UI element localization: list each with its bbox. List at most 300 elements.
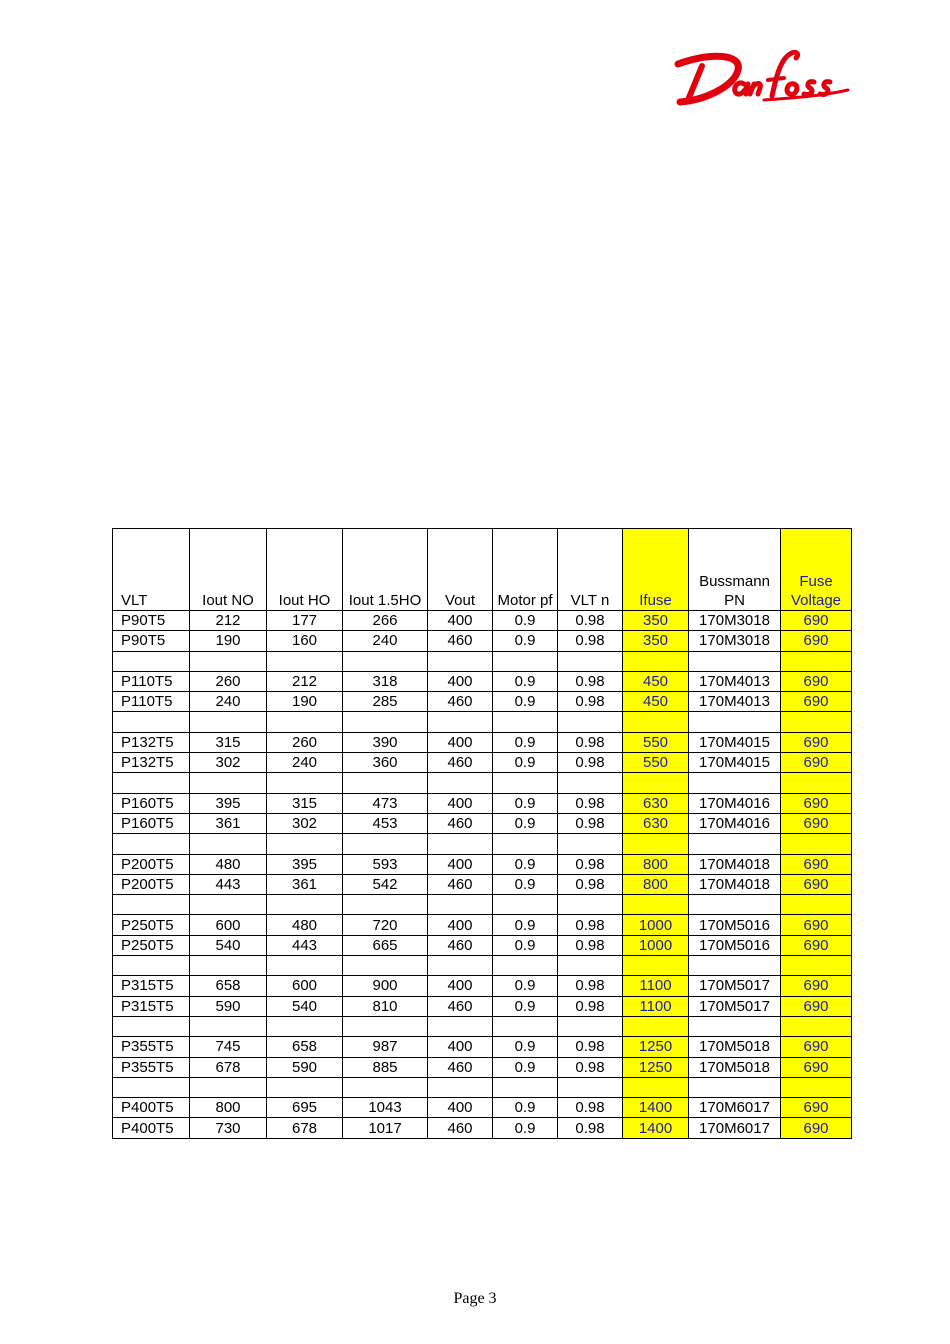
table-cell xyxy=(493,651,558,671)
table-cell xyxy=(428,1016,493,1036)
table-cell xyxy=(558,773,623,793)
table-cell: 800 xyxy=(623,874,689,894)
page-number: Page 3 xyxy=(453,1290,497,1307)
table-cell: 0.98 xyxy=(558,692,623,712)
table-cell: 1100 xyxy=(623,996,689,1016)
table-cell: 443 xyxy=(267,935,343,955)
table-cell: 0.9 xyxy=(493,732,558,752)
table-cell: 190 xyxy=(267,692,343,712)
table-cell: 473 xyxy=(343,793,428,813)
table-cell xyxy=(343,651,428,671)
table-cell: 690 xyxy=(781,611,852,631)
table-cell: 170M4013 xyxy=(689,671,781,691)
table-cell: 260 xyxy=(190,671,267,691)
table-cell: 1400 xyxy=(623,1098,689,1118)
table-cell xyxy=(493,834,558,854)
table-cell: 170M4013 xyxy=(689,692,781,712)
spacer-row xyxy=(113,1077,852,1097)
table-cell: 170M5016 xyxy=(689,915,781,935)
table-cell xyxy=(558,1016,623,1036)
table-cell xyxy=(781,773,852,793)
table-cell: 987 xyxy=(343,1037,428,1057)
spacer-row xyxy=(113,1016,852,1036)
table-cell: P132T5 xyxy=(113,753,190,773)
table-cell: 480 xyxy=(267,915,343,935)
table-cell: 0.98 xyxy=(558,753,623,773)
header-cell: Iout HO xyxy=(267,529,343,611)
table-cell xyxy=(428,712,493,732)
table-cell: 453 xyxy=(343,813,428,833)
table-cell: P400T5 xyxy=(113,1098,190,1118)
table-cell: 0.98 xyxy=(558,976,623,996)
table-cell xyxy=(190,1077,267,1097)
table-cell xyxy=(190,895,267,915)
table-cell xyxy=(113,712,190,732)
table-cell xyxy=(428,956,493,976)
table-cell: 800 xyxy=(190,1098,267,1118)
table-cell: 480 xyxy=(190,854,267,874)
table-cell: 302 xyxy=(267,813,343,833)
table-cell: 690 xyxy=(781,915,852,935)
table-cell: 361 xyxy=(267,874,343,894)
table-cell xyxy=(190,712,267,732)
table-cell: 400 xyxy=(428,1098,493,1118)
spacer-row xyxy=(113,651,852,671)
table-row xyxy=(113,935,852,955)
table-cell: 170M4016 xyxy=(689,813,781,833)
spacer-row xyxy=(113,773,852,793)
table-row xyxy=(113,1098,852,1118)
table-cell xyxy=(623,1077,689,1097)
table-cell: 630 xyxy=(623,793,689,813)
table-row xyxy=(113,915,852,935)
table-cell: 350 xyxy=(623,631,689,651)
table-cell xyxy=(623,651,689,671)
table-row xyxy=(113,692,852,712)
table-cell: P132T5 xyxy=(113,732,190,752)
table-row xyxy=(113,753,852,773)
table-row xyxy=(113,874,852,894)
table-cell xyxy=(558,712,623,732)
table-cell: 0.98 xyxy=(558,915,623,935)
table-cell xyxy=(113,956,190,976)
table-cell: 0.9 xyxy=(493,611,558,631)
table-cell: 0.9 xyxy=(493,1098,558,1118)
fuse-table xyxy=(112,528,852,1139)
table-cell: 170M4015 xyxy=(689,753,781,773)
table-cell: 170M5018 xyxy=(689,1037,781,1057)
header-cell: Bussmann PN xyxy=(689,529,781,611)
table-cell: 170M5018 xyxy=(689,1057,781,1077)
table-cell: 690 xyxy=(781,1118,852,1138)
table-cell: 240 xyxy=(267,753,343,773)
table-cell xyxy=(623,1016,689,1036)
table-cell: 0.98 xyxy=(558,1037,623,1057)
table-cell xyxy=(190,956,267,976)
table-cell: 177 xyxy=(267,611,343,631)
table-cell: 318 xyxy=(343,671,428,691)
table-cell: 160 xyxy=(267,631,343,651)
table-cell xyxy=(623,895,689,915)
table-cell: P315T5 xyxy=(113,996,190,1016)
table-cell xyxy=(558,956,623,976)
table-row xyxy=(113,1037,852,1057)
table-cell: P90T5 xyxy=(113,631,190,651)
table-cell xyxy=(558,651,623,671)
table-cell: 460 xyxy=(428,996,493,1016)
header-cell: VLT n xyxy=(558,529,623,611)
table-cell: 1000 xyxy=(623,915,689,935)
table-cell xyxy=(343,1016,428,1036)
table-cell: 170M4018 xyxy=(689,874,781,894)
table-cell xyxy=(428,773,493,793)
table-cell: 1000 xyxy=(623,935,689,955)
table-cell: 0.98 xyxy=(558,611,623,631)
table-cell xyxy=(689,651,781,671)
header-cell: Iout 1.5HO xyxy=(343,529,428,611)
table-cell: 658 xyxy=(190,976,267,996)
table-cell: 1250 xyxy=(623,1037,689,1057)
table-cell: P355T5 xyxy=(113,1037,190,1057)
table-row xyxy=(113,854,852,874)
table-cell: 690 xyxy=(781,753,852,773)
table-cell xyxy=(781,651,852,671)
table-cell: 0.98 xyxy=(558,793,623,813)
table-cell: 350 xyxy=(623,611,689,631)
table-cell: 400 xyxy=(428,1037,493,1057)
table-cell: 665 xyxy=(343,935,428,955)
table-cell: 720 xyxy=(343,915,428,935)
header-cell: Iout NO xyxy=(190,529,267,611)
table-cell: 695 xyxy=(267,1098,343,1118)
table-cell: 0.9 xyxy=(493,671,558,691)
table-cell: 170M6017 xyxy=(689,1118,781,1138)
danfoss-logo xyxy=(672,44,854,108)
table-cell: 542 xyxy=(343,874,428,894)
table-cell xyxy=(343,1077,428,1097)
table-cell: 1017 xyxy=(343,1118,428,1138)
table-cell xyxy=(781,956,852,976)
table-cell: 170M5017 xyxy=(689,976,781,996)
table-cell xyxy=(267,1077,343,1097)
table-cell: 400 xyxy=(428,732,493,752)
table-cell: 593 xyxy=(343,854,428,874)
table-cell: 460 xyxy=(428,874,493,894)
table-cell: 810 xyxy=(343,996,428,1016)
table-cell: 0.98 xyxy=(558,935,623,955)
table-cell: 0.9 xyxy=(493,996,558,1016)
table-cell: 0.9 xyxy=(493,753,558,773)
spacer-row xyxy=(113,712,852,732)
table-cell xyxy=(113,834,190,854)
table-cell xyxy=(113,773,190,793)
table-row xyxy=(113,1118,852,1138)
table-cell: 460 xyxy=(428,753,493,773)
table-cell: 315 xyxy=(190,732,267,752)
table-cell: 0.98 xyxy=(558,1057,623,1077)
table-row xyxy=(113,1057,852,1077)
table-cell: 400 xyxy=(428,793,493,813)
table-cell: 460 xyxy=(428,813,493,833)
table-cell: 190 xyxy=(190,631,267,651)
table-cell: 240 xyxy=(190,692,267,712)
table-cell: 360 xyxy=(343,753,428,773)
table-cell: 260 xyxy=(267,732,343,752)
table-cell: 690 xyxy=(781,631,852,651)
table-cell: 0.98 xyxy=(558,854,623,874)
table-cell xyxy=(558,895,623,915)
table-cell: 745 xyxy=(190,1037,267,1057)
table-cell: 690 xyxy=(781,1037,852,1057)
table-cell: P250T5 xyxy=(113,935,190,955)
table-cell xyxy=(689,1016,781,1036)
header-cell: Vout xyxy=(428,529,493,611)
table-cell xyxy=(343,956,428,976)
table-cell: 730 xyxy=(190,1118,267,1138)
table-cell: 460 xyxy=(428,1057,493,1077)
table-cell xyxy=(267,956,343,976)
table-cell xyxy=(558,834,623,854)
table-cell: 170M5017 xyxy=(689,996,781,1016)
table-cell: 690 xyxy=(781,692,852,712)
table-row xyxy=(113,671,852,691)
table-cell: 678 xyxy=(267,1118,343,1138)
table-cell xyxy=(343,834,428,854)
table-cell xyxy=(428,895,493,915)
table-cell: 900 xyxy=(343,976,428,996)
table-cell xyxy=(428,1077,493,1097)
table-cell: P200T5 xyxy=(113,854,190,874)
table-cell: 690 xyxy=(781,813,852,833)
table-cell xyxy=(689,773,781,793)
spacer-row xyxy=(113,834,852,854)
table-cell: 690 xyxy=(781,1057,852,1077)
header-cell: Motor pf xyxy=(493,529,558,611)
table-cell xyxy=(190,834,267,854)
table-cell: 1043 xyxy=(343,1098,428,1118)
table-cell xyxy=(689,956,781,976)
table-cell: 0.9 xyxy=(493,854,558,874)
table-cell: 285 xyxy=(343,692,428,712)
table-cell: 0.9 xyxy=(493,813,558,833)
table-cell: 690 xyxy=(781,935,852,955)
table-cell xyxy=(689,712,781,732)
table-cell: 540 xyxy=(267,996,343,1016)
table-cell: 450 xyxy=(623,671,689,691)
header-row xyxy=(113,529,852,611)
table-cell xyxy=(623,712,689,732)
table-cell: 443 xyxy=(190,874,267,894)
table-row xyxy=(113,732,852,752)
table-cell: 170M4016 xyxy=(689,793,781,813)
table-cell xyxy=(267,895,343,915)
table-cell: P250T5 xyxy=(113,915,190,935)
table-cell xyxy=(343,773,428,793)
table-cell xyxy=(781,1016,852,1036)
table-cell xyxy=(267,1016,343,1036)
table-cell xyxy=(190,651,267,671)
table-cell: P110T5 xyxy=(113,671,190,691)
table-cell: 315 xyxy=(267,793,343,813)
table-cell: 170M3018 xyxy=(689,631,781,651)
table-cell xyxy=(267,834,343,854)
table-cell: 361 xyxy=(190,813,267,833)
table-cell: 170M3018 xyxy=(689,611,781,631)
table-cell: 0.9 xyxy=(493,1057,558,1077)
table-cell xyxy=(781,712,852,732)
table-cell: 0.9 xyxy=(493,935,558,955)
table-cell: P110T5 xyxy=(113,692,190,712)
table-cell: 0.9 xyxy=(493,1037,558,1057)
table-cell: 600 xyxy=(190,915,267,935)
table-cell: 170M6017 xyxy=(689,1098,781,1118)
table-cell xyxy=(190,773,267,793)
header-cell: Fuse Voltage xyxy=(781,529,852,611)
table-cell: 690 xyxy=(781,854,852,874)
table-cell: 0.98 xyxy=(558,1098,623,1118)
table-row xyxy=(113,976,852,996)
table-cell: 690 xyxy=(781,976,852,996)
table-cell: 1400 xyxy=(623,1118,689,1138)
table-cell: 600 xyxy=(267,976,343,996)
table-cell: 395 xyxy=(267,854,343,874)
table-row xyxy=(113,996,852,1016)
table-cell: 400 xyxy=(428,611,493,631)
table-cell xyxy=(113,651,190,671)
table-cell: 400 xyxy=(428,976,493,996)
table-cell: 302 xyxy=(190,753,267,773)
table-cell: 460 xyxy=(428,631,493,651)
spacer-row xyxy=(113,895,852,915)
table-row xyxy=(113,813,852,833)
table-cell: 400 xyxy=(428,915,493,935)
table-cell xyxy=(267,773,343,793)
header-cell: Ifuse xyxy=(623,529,689,611)
table-cell: 550 xyxy=(623,753,689,773)
table-cell: 0.98 xyxy=(558,813,623,833)
table-cell: 690 xyxy=(781,732,852,752)
table-cell: P200T5 xyxy=(113,874,190,894)
table-cell: P160T5 xyxy=(113,813,190,833)
header-cell: VLT xyxy=(113,529,190,611)
table-cell xyxy=(343,895,428,915)
table-cell: 690 xyxy=(781,1098,852,1118)
table-cell: P355T5 xyxy=(113,1057,190,1077)
table-cell: 460 xyxy=(428,692,493,712)
table-cell xyxy=(267,712,343,732)
table-cell xyxy=(428,834,493,854)
spacer-row xyxy=(113,956,852,976)
table-cell xyxy=(781,834,852,854)
table-cell: 690 xyxy=(781,874,852,894)
table-cell xyxy=(267,651,343,671)
table-cell xyxy=(113,895,190,915)
table-cell: 0.98 xyxy=(558,1118,623,1138)
table-cell: 0.9 xyxy=(493,692,558,712)
table-cell: 590 xyxy=(190,996,267,1016)
table-cell: 590 xyxy=(267,1057,343,1077)
table-cell xyxy=(493,773,558,793)
table-cell xyxy=(190,1016,267,1036)
table-cell: P400T5 xyxy=(113,1118,190,1138)
table-cell: 0.9 xyxy=(493,1118,558,1138)
table-cell: 630 xyxy=(623,813,689,833)
table-cell: 885 xyxy=(343,1057,428,1077)
table-cell: 460 xyxy=(428,935,493,955)
table-cell xyxy=(493,895,558,915)
table-cell: 0.9 xyxy=(493,631,558,651)
table-cell: 0.9 xyxy=(493,793,558,813)
table-cell: 170M5016 xyxy=(689,935,781,955)
table-cell: 658 xyxy=(267,1037,343,1057)
table-row xyxy=(113,793,852,813)
table-cell: P315T5 xyxy=(113,976,190,996)
table-cell xyxy=(558,1077,623,1097)
table-cell: 0.9 xyxy=(493,874,558,894)
table-cell: 390 xyxy=(343,732,428,752)
table-cell xyxy=(689,1077,781,1097)
table-cell: 690 xyxy=(781,996,852,1016)
table-cell xyxy=(623,773,689,793)
table-cell: 0.9 xyxy=(493,915,558,935)
table-cell: 400 xyxy=(428,671,493,691)
table-cell: 690 xyxy=(781,793,852,813)
table-cell: P160T5 xyxy=(113,793,190,813)
table-cell xyxy=(113,1077,190,1097)
table-cell: 450 xyxy=(623,692,689,712)
table-cell: 0.9 xyxy=(493,976,558,996)
table-cell xyxy=(781,1077,852,1097)
table-cell: 0.98 xyxy=(558,874,623,894)
table-cell: 690 xyxy=(781,671,852,691)
table-cell: 212 xyxy=(267,671,343,691)
table-cell xyxy=(623,956,689,976)
table-cell: 800 xyxy=(623,854,689,874)
table-cell: 266 xyxy=(343,611,428,631)
table-cell xyxy=(493,1016,558,1036)
table-cell xyxy=(493,712,558,732)
table-cell xyxy=(781,895,852,915)
table-cell: 460 xyxy=(428,1118,493,1138)
table-cell xyxy=(689,895,781,915)
table-cell xyxy=(493,1077,558,1097)
table-cell xyxy=(689,834,781,854)
table-cell: 0.98 xyxy=(558,631,623,651)
table-cell: 170M4015 xyxy=(689,732,781,752)
table-cell: 170M4018 xyxy=(689,854,781,874)
table-cell: 540 xyxy=(190,935,267,955)
table-cell xyxy=(428,651,493,671)
table-cell: 0.98 xyxy=(558,671,623,691)
table-cell xyxy=(343,712,428,732)
table-cell: 550 xyxy=(623,732,689,752)
table-cell: 400 xyxy=(428,854,493,874)
table-cell: 1250 xyxy=(623,1057,689,1077)
table-cell: 212 xyxy=(190,611,267,631)
table-cell xyxy=(113,1016,190,1036)
table-cell xyxy=(623,834,689,854)
table-cell: P90T5 xyxy=(113,611,190,631)
table-cell xyxy=(493,956,558,976)
table-cell: 395 xyxy=(190,793,267,813)
table-row xyxy=(113,631,852,651)
table-cell: 240 xyxy=(343,631,428,651)
table-cell: 678 xyxy=(190,1057,267,1077)
table-row xyxy=(113,611,852,631)
table-cell: 1100 xyxy=(623,976,689,996)
table-cell: 0.98 xyxy=(558,996,623,1016)
table-cell: 0.98 xyxy=(558,732,623,752)
